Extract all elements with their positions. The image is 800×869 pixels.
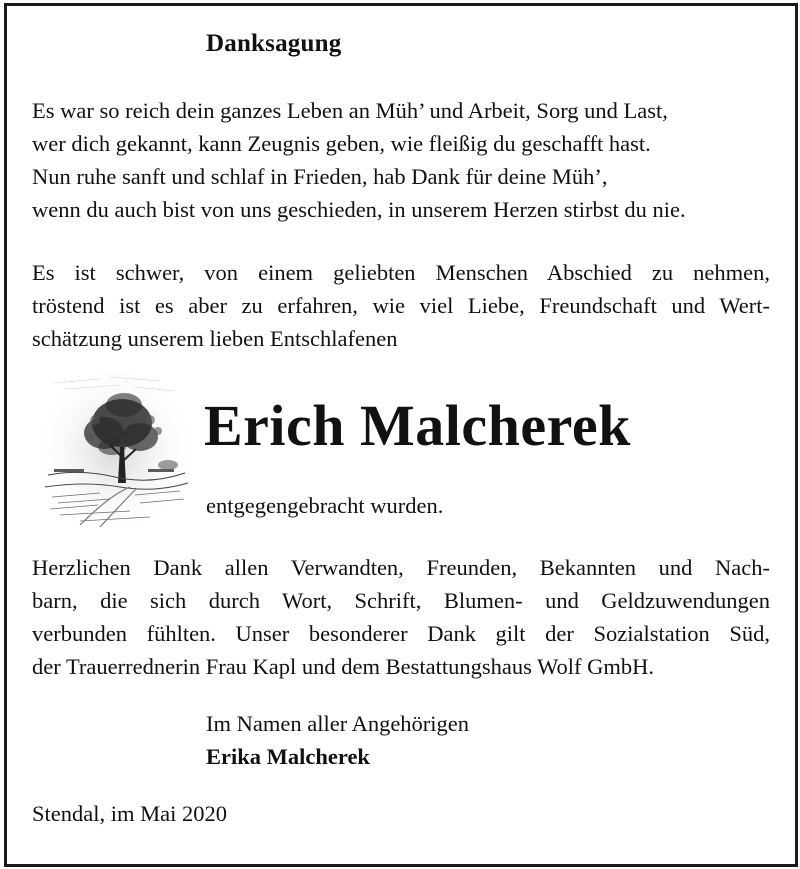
paragraph-line: Es ist schwer, von einem geliebten Menschen Abschied zu nehmen, [32, 260, 770, 285]
poem [32, 94, 777, 226]
poem-line: wenn du auch bist von uns geschieden, in unserem Herzen stirbst du nie. [32, 197, 686, 222]
poem-line: Es war so reich dein ganzes Leben an Müh’ und Arbeit, Sorg und Last, [32, 98, 668, 123]
poem-line: wer dich gekannt, kann Zeugnis geben, wie fleißig du geschafft hast. [32, 131, 651, 156]
paragraph-line: tröstend ist es aber zu erfahren, wie viel Liebe, Freundschaft und Wert- [32, 293, 770, 318]
deceased-name: Erich Malcherek [204, 393, 631, 458]
place-date: Stendal, im Mai 2020 [32, 801, 227, 826]
paragraph-line: schätzung unserem lieben Entschlafenen [32, 326, 398, 351]
paragraph-line: Herzlichen Dank allen Verwandten, Freunden, Bekannten und Nach- [32, 555, 770, 580]
after-name-text: entgegengebracht wurden. [206, 493, 444, 518]
signature-name: Erika Malcherek [206, 744, 370, 769]
notice-title: Danksagung [206, 30, 342, 57]
thanks-paragraph [32, 551, 770, 683]
tree-landscape-illustration [40, 365, 190, 530]
poem-line: Nun ruhe sanft und schlaf in Frieden, hab Dank für deine Müh’, [32, 164, 608, 189]
signature-block [206, 707, 469, 773]
paragraph-line: verbunden fühlten. Unser besonderer Dank gilt der Sozialstation Süd, [32, 621, 770, 646]
paragraph-line: der Trauerrednerin Frau Kapl und dem Bestattungshaus Wolf GmbH. [32, 654, 655, 679]
signature-intro: Im Namen aller Angehörigen [206, 711, 470, 736]
paragraph-line: barn, die sich durch Wort, Schrift, Blumen- und Geldzuwendungen [32, 588, 770, 613]
intro-paragraph [32, 256, 770, 355]
